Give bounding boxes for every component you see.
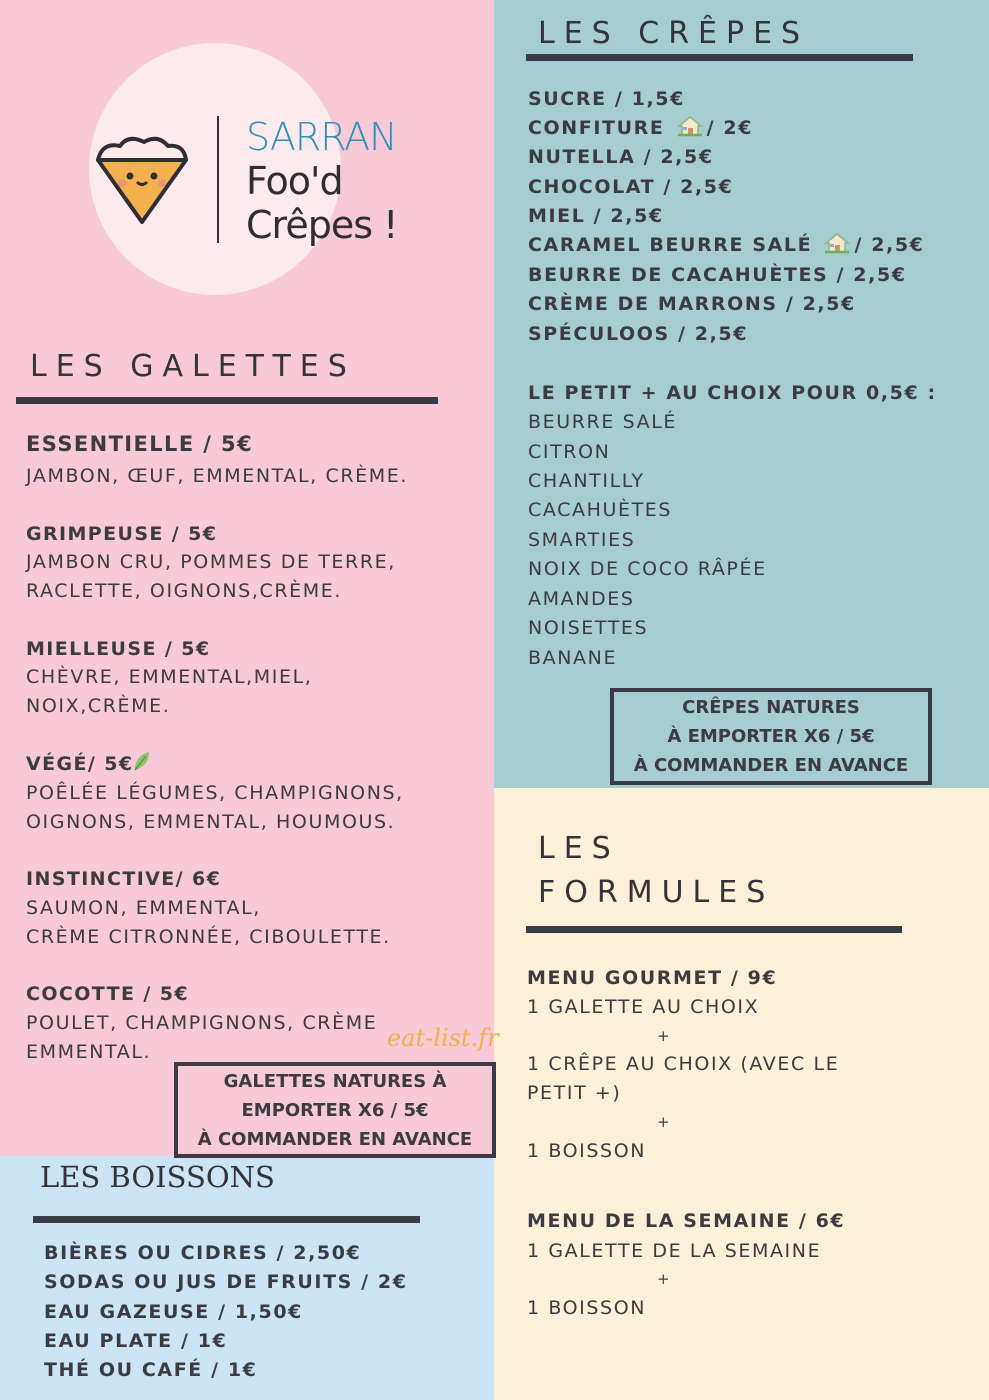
boissons-underline xyxy=(33,1216,420,1223)
galette-name: GRIMPEUSE / 5€ xyxy=(26,523,218,545)
galette-name: MIELLEUSE / 5€ xyxy=(26,638,211,660)
house-icon xyxy=(824,232,850,254)
logo-divider xyxy=(217,116,219,243)
galette-name-text: VÉGÉ/ 5€ xyxy=(26,753,134,775)
galette-desc: RACLETTE, OIGNONS,CRÈME. xyxy=(26,580,342,602)
boisson-item: THÉ OU CAFÉ / 1€ xyxy=(44,1359,258,1381)
menu-name: MENU GOURMET / 9€ xyxy=(527,967,778,989)
galette-desc: NOIX,CRÈME. xyxy=(26,695,171,717)
extra-item: SMARTIES xyxy=(528,529,636,551)
crepes-title: LES CRÊPES xyxy=(538,16,810,51)
menu-line: 1 GALETTE AU CHOIX xyxy=(527,996,760,1018)
extra-item: AMANDES xyxy=(528,588,635,610)
menu-name: MENU DE LA SEMAINE / 6€ xyxy=(527,1210,846,1232)
extra-item: NOISETTES xyxy=(528,617,649,639)
crepe-item xyxy=(528,231,924,260)
plus-sign: + xyxy=(657,1027,670,1045)
plus-sign: + xyxy=(657,1270,670,1288)
watermark: eat-list.fr xyxy=(387,1024,499,1052)
galette-desc: OIGNONS, EMMENTAL, HOUMOUS. xyxy=(26,811,396,833)
galette-desc: CHÈVRE, EMMENTAL,MIEL, xyxy=(26,666,313,688)
galette-desc: SAUMON, EMMENTAL, xyxy=(26,897,261,919)
galette-desc: POULET, CHAMPIGNONS, CRÈME xyxy=(26,1012,378,1034)
galette-name: ESSENTIELLE / 5€ xyxy=(26,432,254,456)
crepe-item: NUTELLA / 2,5€ xyxy=(528,146,714,168)
box-line: À COMMANDER EN AVANCE xyxy=(197,1128,473,1150)
house-icon xyxy=(677,115,703,137)
galettes-takeaway-box xyxy=(174,1062,496,1158)
boisson-item: BIÈRES OU CIDRES / 2,50€ xyxy=(44,1242,362,1264)
box-line: CRÊPES NATURES xyxy=(682,697,860,718)
extra-item: CACAHUÈTES xyxy=(528,499,673,521)
crepe-logo-icon xyxy=(92,130,192,230)
crepes-takeaway-box xyxy=(610,688,932,785)
menu-line: 1 BOISSON xyxy=(527,1297,647,1319)
plus-sign: + xyxy=(657,1113,670,1131)
boissons-title: LES BOISSONS xyxy=(40,1160,275,1194)
formules-title-line1: LES xyxy=(538,831,620,866)
galette-desc: POÊLÉE LÉGUMES, CHAMPIGNONS, xyxy=(26,782,404,804)
extra-item: NOIX DE COCO RÂPÉE xyxy=(528,558,767,580)
logo-text-crepes: Crêpes ! xyxy=(246,203,398,247)
extra-item: BEURRE SALÉ xyxy=(528,411,677,433)
boisson-item: SODAS OU JUS DE FRUITS / 2€ xyxy=(44,1271,408,1293)
galette-desc: JAMBON, ŒUF, EMMENTAL, CRÈME. xyxy=(26,465,408,487)
crepe-item: SUCRE / 1,5€ xyxy=(528,88,685,110)
galette-name: INSTINCTIVE/ 6€ xyxy=(26,868,222,890)
galette-desc: CRÈME CITRONNÉE, CIBOULETTE. xyxy=(26,926,391,948)
box-line: EMPORTER X6 / 5€ xyxy=(241,1099,429,1121)
crepe-item xyxy=(528,114,753,143)
galettes-underline xyxy=(16,397,438,404)
galettes-title: LES GALETTES xyxy=(30,349,356,384)
crepe-item: SPÉCULOOS / 2,5€ xyxy=(528,323,749,345)
crepe-item-price: / 2€ xyxy=(706,117,754,139)
box-line: À COMMANDER EN AVANCE xyxy=(633,755,909,776)
crepe-item-name: CARAMEL BEURRE SALÉ xyxy=(528,234,813,256)
logo-text-food: Foo'd xyxy=(246,159,343,203)
menu-line: PETIT +) xyxy=(527,1082,622,1104)
formules-underline xyxy=(526,926,902,933)
extra-item: BANANE xyxy=(528,647,618,669)
crepe-item: MIEL / 2,5€ xyxy=(528,205,664,227)
galette-desc: JAMBON CRU, POMMES DE TERRE, xyxy=(26,551,396,573)
boisson-item: EAU PLATE / 1€ xyxy=(44,1330,228,1352)
extras-title: LE PETIT + AU CHOIX POUR 0,5€ : xyxy=(528,382,937,404)
menu-line: 1 CRÊPE AU CHOIX (AVEC LE xyxy=(527,1053,840,1075)
menu-line: 1 GALETTE DE LA SEMAINE xyxy=(527,1240,822,1262)
galette-name-vege xyxy=(26,750,151,779)
crepe-item: BEURRE DE CACAHUÈTES / 2,5€ xyxy=(528,264,907,286)
leaf-icon xyxy=(133,750,151,772)
menu-line: 1 BOISSON xyxy=(527,1140,647,1162)
formules-title-line2: FORMULES xyxy=(538,875,775,910)
extra-item: CHANTILLY xyxy=(528,470,645,492)
box-line: À EMPORTER X6 / 5€ xyxy=(667,726,875,747)
logo-text-sarran: SARRAN xyxy=(246,115,397,159)
galette-desc: EMMENTAL. xyxy=(26,1041,152,1063)
boisson-item: EAU GAZEUSE / 1,50€ xyxy=(44,1301,303,1323)
extra-item: CITRON xyxy=(528,441,611,463)
box-line: GALETTES NATURES À xyxy=(223,1070,447,1092)
crepe-item-name: CONFITURE xyxy=(528,117,665,139)
crepe-item-price: / 2,5€ xyxy=(854,234,925,256)
crepe-item: CHOCOLAT / 2,5€ xyxy=(528,176,734,198)
crepes-underline xyxy=(526,54,913,61)
crepe-item: CRÈME DE MARRONS / 2,5€ xyxy=(528,293,856,315)
galette-name: COCOTTE / 5€ xyxy=(26,983,189,1005)
